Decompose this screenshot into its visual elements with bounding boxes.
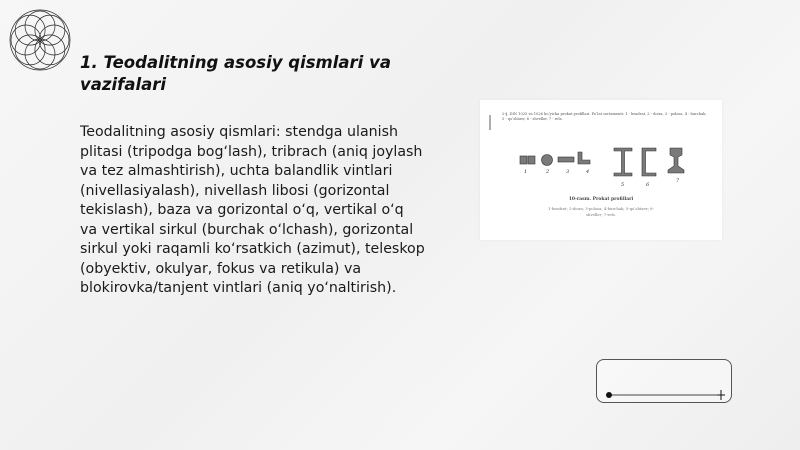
profile-round-shape	[542, 155, 553, 166]
figure-header-text: 2-§. DIN 1025 va 1026 bo‘yicha prokat profillari. Po‘lat sortamenti: 1 - kvadrat, 2 - doira, 3 - polosa, 4 - burchak, 5 - qo‘shtavr, 6 - shveller, 7 - rels.	[502, 112, 707, 121]
profile-rail-shape	[668, 148, 684, 173]
profile-square-shape	[520, 156, 535, 164]
media-player-card	[596, 359, 732, 403]
profile-label-6: 6	[646, 182, 650, 188]
profile-label-5: 5	[621, 182, 625, 188]
profile-label-4: 4	[586, 169, 590, 175]
profile-i-beam-shape	[614, 148, 632, 176]
decorative-rosette-logo	[2, 2, 78, 78]
steel-profiles-figure	[480, 100, 722, 240]
profile-flat-shape	[558, 157, 574, 162]
media-progress-bar[interactable]	[597, 360, 733, 404]
profile-channel-shape	[642, 148, 656, 176]
slide-title: 1. Teodalitning asosiy qismlari va vazifalari	[80, 53, 391, 94]
slide-body-text: Teodalitning asosiy qismlari: stendga ulanish plitasi (tripodga bog‘lash), tribrach (aniq joylash va tez almashtirish), uchta balandlik vintlari (nivellasiyalash), nivellash libosi (gorizontal tekislash), baza va gorizontal o‘q, vertikal o‘q va vertikal sirkul (burchak o‘lchash), gorizontal sirkul yoki raqamli ko‘rsatkich (azimut), teleskop (obyektiv, okulyar, fokus va retikula) va blokirovka/tanjent vintlari (aniq yo‘naltirish).	[80, 124, 425, 296]
steel-profiles-drawing	[480, 100, 722, 240]
figure-caption-line-1: 1-kvadrat; 2-doira; 3-polosa; 4-burchak; 5-qo‘shtavr; 6-	[548, 206, 654, 211]
profile-angle-shape	[578, 152, 590, 164]
profile-label-7: 7	[676, 178, 680, 184]
progress-knob[interactable]	[606, 392, 612, 398]
profile-label-2: 2	[546, 169, 550, 175]
profile-label-3: 3	[566, 169, 570, 175]
profile-label-1: 1	[524, 169, 528, 175]
figure-caption-line-2: shveller; 7-rels.	[586, 212, 616, 217]
figure-caption-title: 10-rasm. Prokat profillari	[568, 197, 634, 202]
